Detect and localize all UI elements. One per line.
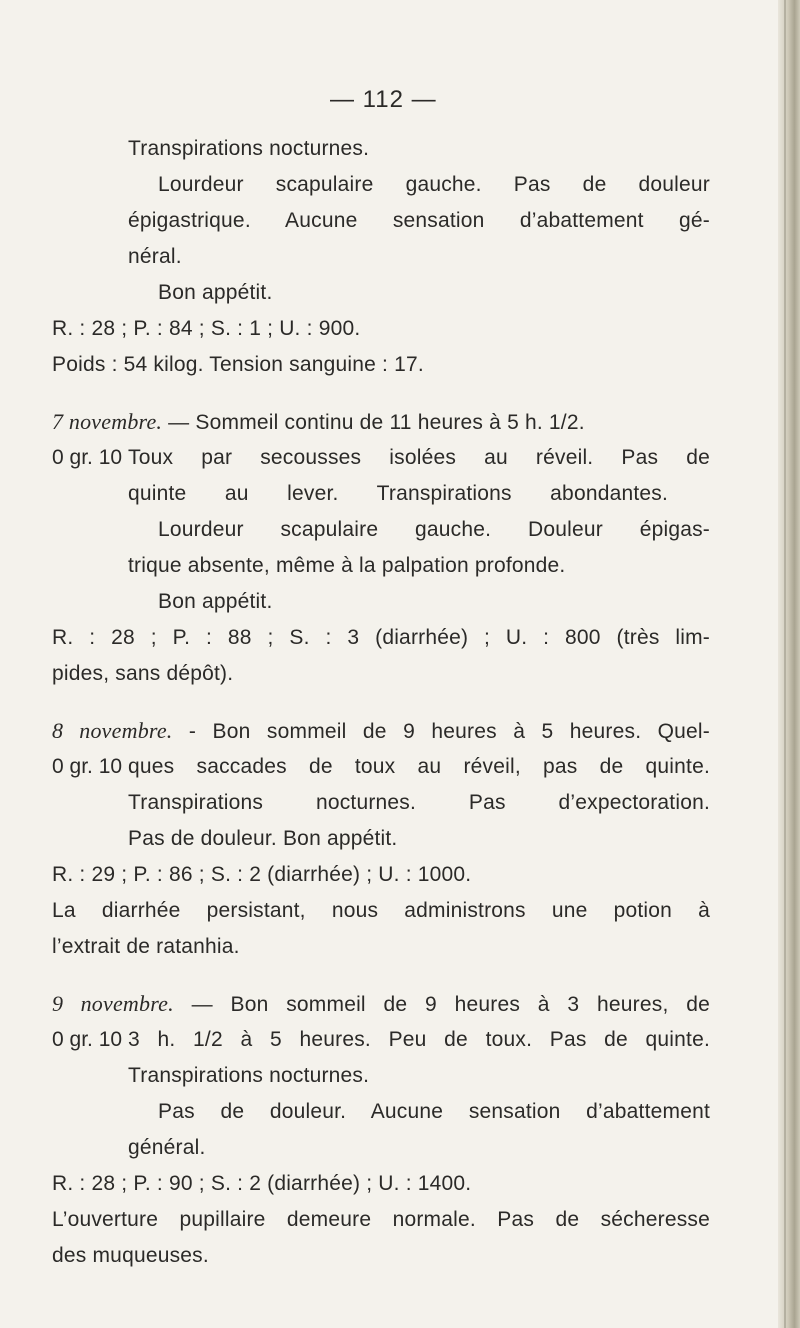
vitals-line: R. : 28 ; P. : 88 ; S. : 3 (diarrhée) ; U. : 800 (très lim-: [52, 626, 710, 649]
entry-date: 8 novembre.: [52, 718, 173, 743]
entry-heading: [52, 718, 710, 745]
entry-date: 9 novembre.: [52, 991, 174, 1016]
entry-date: 7 novembre.: [52, 409, 163, 434]
text-line: Transpirations nocturnes. Pas d’expectoration.: [128, 791, 710, 814]
page-header: — 112 —: [330, 86, 437, 113]
text-line: Bon appétit.: [158, 281, 273, 304]
text-line: trique absente, même à la palpation profonde.: [128, 554, 566, 577]
text-line: Transpirations nocturnes.: [128, 1064, 370, 1087]
text-line: néral.: [128, 245, 182, 268]
text-line: Lourdeur scapulaire gauche. Douleur épigas-: [158, 518, 710, 541]
text-line: Lourdeur scapulaire gauche. Pas de douleur: [158, 173, 710, 196]
entry-heading: [52, 991, 710, 1018]
text-line: - Bon sommeil de 9 heures à 5 heures. Quel-: [172, 720, 710, 743]
text-line: — Sommeil continu de 11 heures à 5 h. 1/2.: [162, 411, 585, 434]
text-line: ques saccades de toux au réveil, pas de quinte.: [128, 755, 710, 778]
entry-heading: [52, 409, 585, 436]
dose-label: 0 gr. 10: [52, 755, 123, 778]
text-line: L’ouverture pupillaire demeure normale. Pas de sécheresse: [52, 1208, 710, 1231]
text-line: Pas de douleur. Aucune sensation d’abattement: [158, 1100, 710, 1123]
text-line: La diarrhée persistant, nous administrons une potion à: [52, 899, 710, 922]
text-line: quinte au lever. Transpirations abondantes.: [128, 482, 668, 505]
dose-label: 0 gr. 10: [52, 1028, 123, 1051]
page-edge-shadow: [784, 0, 786, 1328]
text-line: Poids : 54 kilog. Tension sanguine : 17.: [52, 353, 424, 376]
text-line: épigastrique. Aucune sensation d’abattement gé-: [128, 209, 710, 232]
text-line: Pas de douleur. Bon appétit.: [128, 827, 398, 850]
text-line: — Bon sommeil de 9 heures à 3 heures, de: [173, 993, 710, 1016]
page-edge: [778, 0, 800, 1328]
text-line: l’extrait de ratanhia.: [52, 935, 240, 958]
vitals-line: R. : 28 ; P. : 84 ; S. : 1 ; U. : 900.: [52, 317, 361, 340]
dose-label: 0 gr. 10: [52, 446, 123, 469]
text-line: Bon appétit.: [158, 590, 273, 613]
text-line: Toux par secousses isolées au réveil. Pas de: [128, 446, 710, 469]
text-line: Transpirations nocturnes.: [128, 137, 370, 160]
text-line: des muqueuses.: [52, 1244, 209, 1267]
vitals-line: R. : 28 ; P. : 90 ; S. : 2 (diarrhée) ; U. : 1400.: [52, 1172, 472, 1195]
text-line: 3 h. 1/2 à 5 heures. Peu de toux. Pas de quinte.: [128, 1028, 710, 1051]
text-line: pides, sans dépôt).: [52, 662, 234, 685]
text-line: général.: [128, 1136, 206, 1159]
vitals-line: R. : 29 ; P. : 86 ; S. : 2 (diarrhée) ; U. : 1000.: [52, 863, 472, 886]
